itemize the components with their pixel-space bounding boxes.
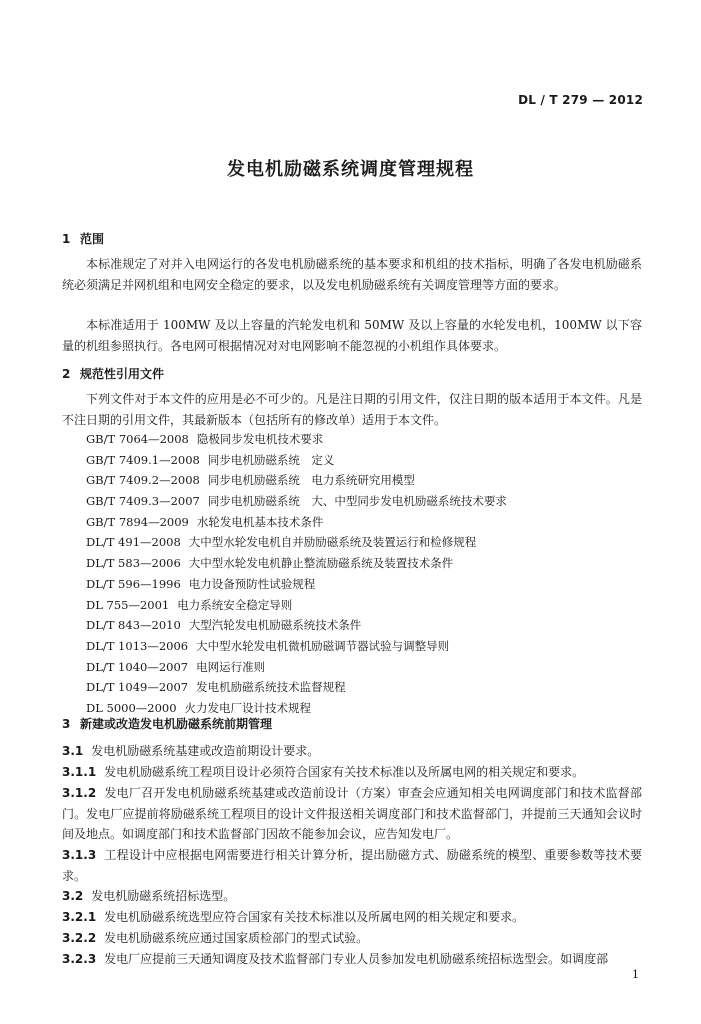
clause-text: 发电厂召开发电机励磁系统基建或改造前设计（方案）审查会应通知相关电网调度部门和技术监督部门。发电厂应提前将励磁系统工程项目的设计文件报送相关调度部门和技术监督部门，并提前三天通知会议时间及地点。如调度部门和技术监督部门因故不能参加会议，应告知发电厂。: [62, 786, 642, 841]
reference-code: DL/T 596—1996: [86, 576, 181, 591]
reference-name: 火力发电厂设计技术规程: [184, 700, 312, 715]
section-title: 新建或改造发电机励磁系统前期管理: [80, 717, 273, 731]
reference-code: DL/T 1040—2007: [86, 659, 189, 674]
section-number: 2: [62, 367, 71, 381]
clause-3-2-3: [62, 949, 642, 970]
reference-item: [86, 429, 646, 450]
reference-name: 电力系统安全稳定导则: [177, 597, 293, 612]
clause-3-1-2: [62, 783, 642, 845]
reference-item: [86, 677, 646, 698]
reference-item: [86, 595, 646, 616]
reference-code: GB/T 7409.1—2008: [86, 452, 200, 467]
section-1-paragraph-1: 本标准规定了对并入电网运行的各发电机励磁系统的基本要求和机组的技术指标，明确了各发电机励磁系统必须满足并网机组和电网安全稳定的要求，以及发电机励磁系统有关调度管理等方面的要求。: [62, 257, 642, 292]
reference-code: DL/T 583—2006: [86, 556, 181, 571]
reference-item: [86, 657, 646, 678]
clause-3-2: [62, 886, 642, 907]
clause-text: 发电机励磁系统基建或改造前期设计要求。: [91, 744, 320, 758]
clause-number: 3.1.2: [62, 786, 97, 800]
section-title: 范围: [80, 232, 105, 246]
reference-code: DL/T 491—2008: [86, 535, 181, 550]
reference-name: 隐极同步发电机技术要求: [196, 432, 324, 446]
reference-name: 电网运行准则: [196, 659, 266, 674]
reference-code: DL 5000—2000: [86, 700, 177, 715]
clause-number: 3.2.1: [62, 910, 97, 924]
reference-list: [86, 429, 646, 719]
reference-code: GB/T 7894—2009: [86, 514, 189, 529]
clause-text: 发电机励磁系统应通过国家质检部门的型式试验。: [104, 931, 369, 945]
reference-name: 大中型水轮发电机微机励磁调节器试验与调整导则: [196, 638, 450, 653]
reference-item: [86, 574, 646, 595]
reference-name: 同步电机励磁系统 大、中型同步发电机励磁系统技术要求: [207, 494, 507, 509]
reference-item: [86, 450, 646, 471]
reference-name: 大中型水轮发电机静止整流励磁系统及装置技术条件: [188, 556, 454, 571]
reference-code: DL/T 1013—2006: [86, 638, 189, 653]
clause-text: 发电机励磁系统选型应符合国家有关技术标准以及所属电网的相关规定和要求。: [104, 910, 525, 924]
clause-3-2-2: [62, 928, 642, 949]
clause-number: 3.2: [62, 889, 84, 903]
reference-item: [86, 636, 646, 657]
reference-name: 大型汽轮发电机励磁系统技术条件: [188, 618, 362, 633]
clause-number: 3.1: [62, 744, 84, 758]
section-1-paragraph-2: 本标准适用于 100MW 及以上容量的汽轮发电机和 50MW 及以上容量的水轮发电机，100MW 以下容量的机组参照执行。各电网可根据情况对对电网影响不能忽视的小机组作具体要求。: [62, 318, 642, 353]
clause-3-2-1: [62, 907, 642, 928]
clause-number: 3.1.3: [62, 848, 97, 862]
section-2-intro: 下列文件对于本文件的应用是必不可少的。凡是注日期的引用文件，仅注日期的版本适用于本文件。凡是不注日期的引用文件，其最新版本（包括所有的修改单）适用于本文件。: [62, 392, 642, 427]
section-1-heading: [62, 230, 104, 247]
reference-item: [86, 470, 646, 491]
reference-code: DL/T 1049—2007: [86, 680, 189, 695]
clause-text: 工程设计中应根据电网需要进行相关计算分析，提出励磁方式、励磁系统的模型、重要参数等技术要求。: [62, 848, 642, 883]
clause-text: 发电厂应提前三天通知调度及技术监督部门专业人员参加发电机励磁系统招标选型会。如调度部: [104, 952, 609, 966]
clause-3-1-3: [62, 845, 642, 886]
section-2-heading: [62, 365, 164, 382]
clause-3-1-1: [62, 762, 642, 783]
section-number: 1: [62, 232, 71, 246]
reference-item: [86, 553, 646, 574]
document-title: 发电机励磁系统调度管理规程: [227, 159, 474, 180]
section-3-heading: [62, 715, 272, 732]
reference-code: GB/T 7064—2008: [86, 432, 189, 446]
reference-item: [86, 615, 646, 636]
reference-code: DL 755—2001: [86, 597, 170, 612]
reference-name: 电力设备预防性试验规程: [188, 576, 316, 591]
reference-name: 同步电机励磁系统 电力系统研究用模型: [207, 473, 415, 488]
clause-number: 3.2.3: [62, 952, 97, 966]
reference-item: [86, 491, 646, 512]
document-code: DL / T 279 — 2012: [518, 93, 643, 107]
reference-name: 同步电机励磁系统 定义: [207, 452, 335, 467]
clause-3-1: [62, 741, 642, 762]
reference-name: 大中型水轮发电机自并励励磁系统及装置运行和检修规程: [188, 535, 477, 550]
clause-text: 发电机励磁系统招标选型。: [91, 889, 236, 903]
reference-item: [86, 532, 646, 553]
clause-text: 发电机励磁系统工程项目设计必须符合国家有关技术标准以及所属电网的相关规定和要求。: [104, 765, 585, 779]
reference-item: [86, 512, 646, 533]
reference-name: 水轮发电机基本技术条件: [196, 514, 324, 529]
reference-name: 发电机励磁系统技术监督规程: [196, 680, 346, 695]
clause-number: 3.1.1: [62, 765, 97, 779]
section-number: 3: [62, 717, 71, 731]
reference-code: GB/T 7409.2—2008: [86, 473, 200, 488]
section-title: 规范性引用文件: [80, 367, 165, 381]
reference-code: DL/T 843—2010: [86, 618, 181, 633]
reference-code: GB/T 7409.3—2007: [86, 494, 200, 509]
page-number: 1: [632, 968, 639, 981]
clause-number: 3.2.2: [62, 931, 97, 945]
